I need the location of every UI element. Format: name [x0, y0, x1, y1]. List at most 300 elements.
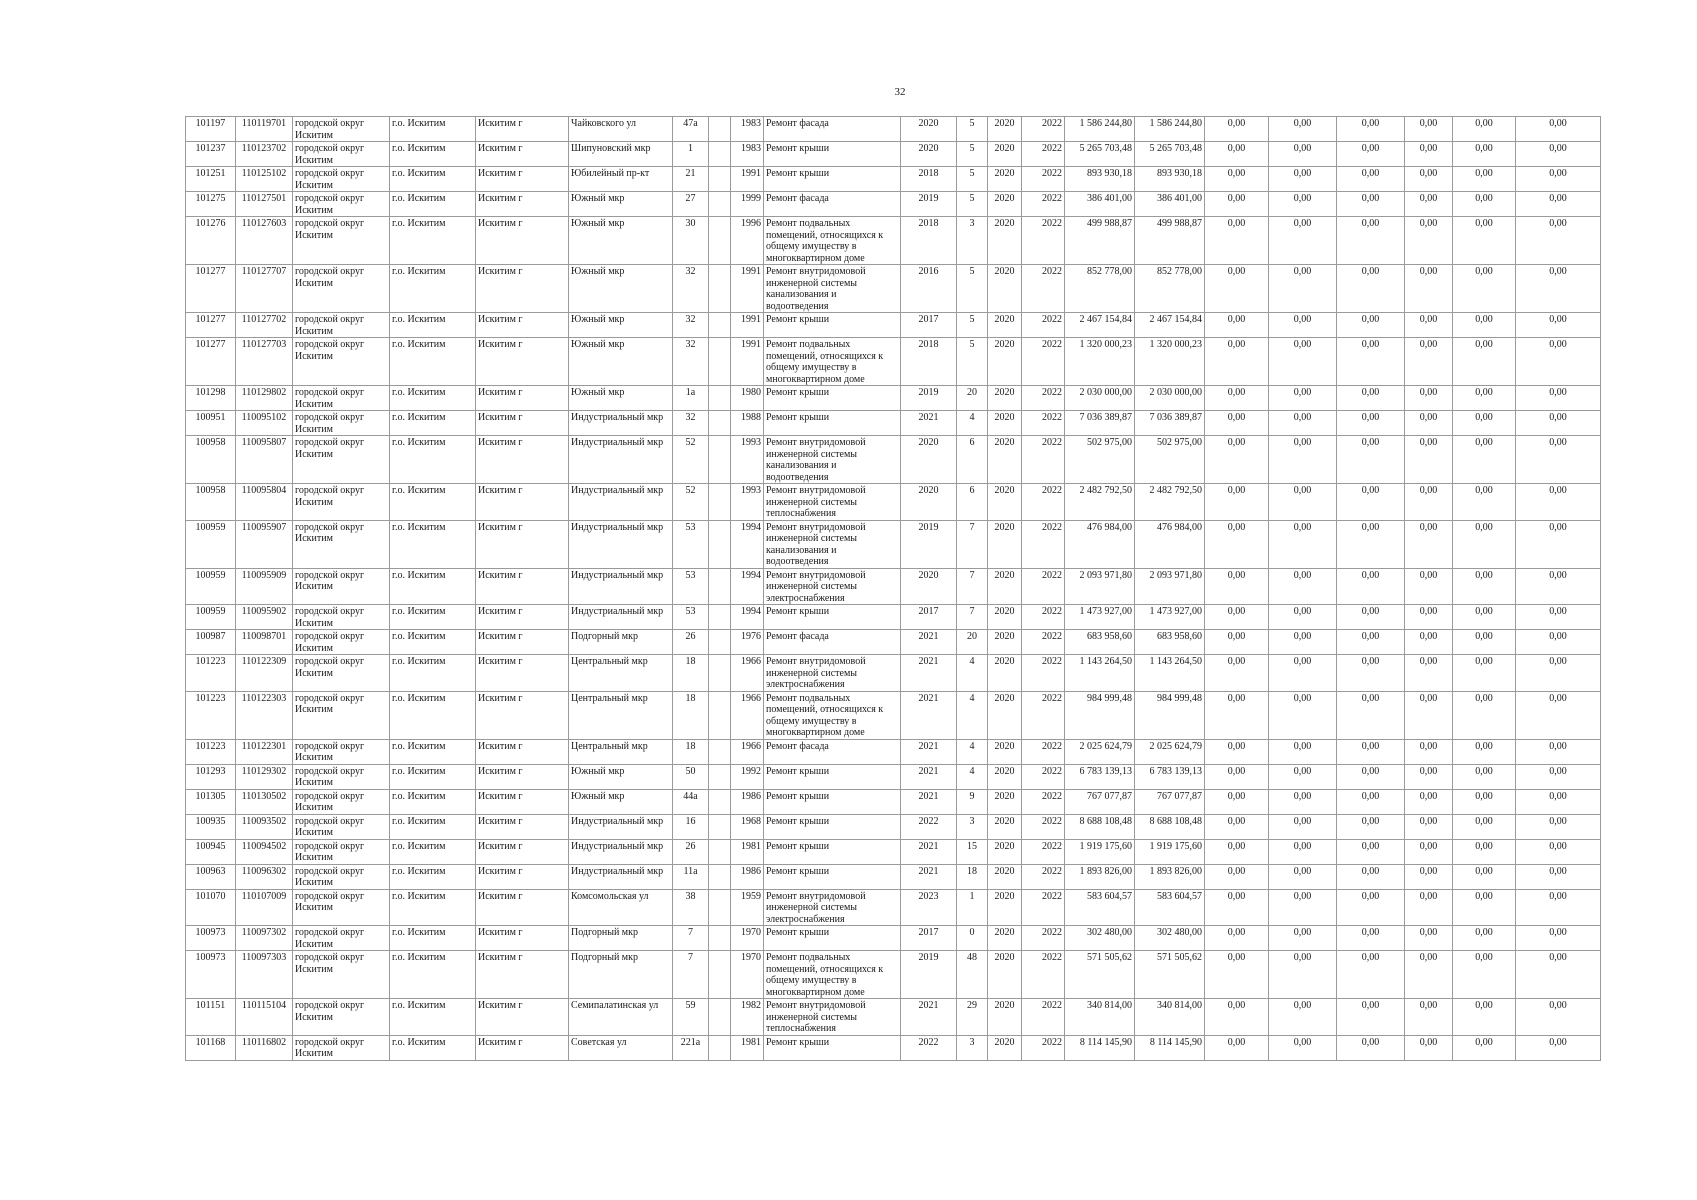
- work-type-cell: Ремонт крыши: [764, 142, 901, 167]
- fund-cost-cell: 7 036 389,87: [1135, 411, 1205, 436]
- building-letter-cell: [709, 889, 731, 926]
- settlement-cell: Искитим г: [476, 1035, 569, 1060]
- cost-col-1-cell: 0,00: [1205, 630, 1269, 655]
- table-row: [186, 338, 1601, 386]
- house-number-cell: 53: [673, 605, 709, 630]
- cost-col-6-cell: 0,00: [1516, 889, 1601, 926]
- street-cell: Южный мкр: [569, 313, 673, 338]
- cost-col-3-cell: 0,00: [1337, 1035, 1405, 1060]
- house-number-cell: 221а: [673, 1035, 709, 1060]
- street-cell: Шипуновский мкр: [569, 142, 673, 167]
- build-year-cell: 1994: [731, 520, 764, 568]
- total-cost-cell: 984 999,48: [1065, 691, 1135, 739]
- work-type-cell: Ремонт крыши: [764, 411, 901, 436]
- street-cell: Юбилейный пр-кт: [569, 167, 673, 192]
- plan-end-year-cell: 2022: [1022, 691, 1065, 739]
- plan-start-year-cell: 2020: [988, 338, 1022, 386]
- cost-col-3-cell: 0,00: [1337, 568, 1405, 605]
- fund-cost-cell: 2 093 971,80: [1135, 568, 1205, 605]
- district-cell: г.о. Искитим: [390, 313, 476, 338]
- street-cell: Южный мкр: [569, 789, 673, 814]
- cost-col-2-cell: 0,00: [1269, 142, 1337, 167]
- municipality-cell: городской округ Искитим: [293, 764, 390, 789]
- house-number-cell: 11а: [673, 864, 709, 889]
- floors-cell: 6: [957, 484, 988, 521]
- settlement-cell: Искитим г: [476, 864, 569, 889]
- table-row: [186, 192, 1601, 217]
- record-id-cell: 100945: [186, 839, 236, 864]
- total-cost-cell: 476 984,00: [1065, 520, 1135, 568]
- floors-cell: 4: [957, 739, 988, 764]
- building-letter-cell: [709, 789, 731, 814]
- plan-start-year-cell: 2020: [988, 739, 1022, 764]
- cost-col-1-cell: 0,00: [1205, 192, 1269, 217]
- fund-cost-cell: 2 482 792,50: [1135, 484, 1205, 521]
- house-number-cell: 1а: [673, 386, 709, 411]
- cost-col-4-cell: 0,00: [1405, 167, 1453, 192]
- floors-cell: 9: [957, 789, 988, 814]
- plan-start-year-cell: 2020: [988, 691, 1022, 739]
- cost-col-2-cell: 0,00: [1269, 605, 1337, 630]
- floors-cell: 5: [957, 167, 988, 192]
- municipality-cell: городской округ Искитим: [293, 313, 390, 338]
- street-cell: Индустриальный мкр: [569, 436, 673, 484]
- settlement-cell: Искитим г: [476, 411, 569, 436]
- total-cost-cell: 1 893 826,00: [1065, 864, 1135, 889]
- object-code-cell: 110127707: [236, 265, 293, 313]
- work-type-cell: Ремонт крыши: [764, 864, 901, 889]
- record-id-cell: 100951: [186, 411, 236, 436]
- district-cell: г.о. Искитим: [390, 484, 476, 521]
- cost-col-4-cell: 0,00: [1405, 691, 1453, 739]
- cost-col-2-cell: 0,00: [1269, 338, 1337, 386]
- cost-col-6-cell: 0,00: [1516, 814, 1601, 839]
- district-cell: г.о. Искитим: [390, 192, 476, 217]
- floors-cell: 5: [957, 265, 988, 313]
- plan-end-year-cell: 2022: [1022, 839, 1065, 864]
- plan-start-year-cell: 2020: [988, 630, 1022, 655]
- plan-start-year-cell: 2020: [988, 1035, 1022, 1060]
- object-code-cell: 110119701: [236, 117, 293, 142]
- build-year-cell: 1976: [731, 630, 764, 655]
- district-cell: г.о. Искитим: [390, 789, 476, 814]
- build-year-cell: 1993: [731, 484, 764, 521]
- municipality-cell: городской округ Искитим: [293, 192, 390, 217]
- cost-col-5-cell: 0,00: [1453, 142, 1516, 167]
- cost-col-5-cell: 0,00: [1453, 568, 1516, 605]
- plan-start-year-cell: 2020: [988, 484, 1022, 521]
- cost-col-4-cell: 0,00: [1405, 655, 1453, 692]
- district-cell: г.о. Искитим: [390, 839, 476, 864]
- floors-cell: 5: [957, 192, 988, 217]
- building-letter-cell: [709, 568, 731, 605]
- total-cost-cell: 6 783 139,13: [1065, 764, 1135, 789]
- cost-col-6-cell: 0,00: [1516, 864, 1601, 889]
- house-number-cell: 38: [673, 889, 709, 926]
- cost-col-1-cell: 0,00: [1205, 313, 1269, 338]
- cost-col-6-cell: 0,00: [1516, 839, 1601, 864]
- municipality-cell: городской округ Искитим: [293, 630, 390, 655]
- cost-col-1-cell: 0,00: [1205, 142, 1269, 167]
- survey-year-cell: 2021: [901, 764, 957, 789]
- plan-end-year-cell: 2022: [1022, 117, 1065, 142]
- record-id-cell: 101277: [186, 338, 236, 386]
- work-type-cell: Ремонт внутридомовой инженерной системы электроснабжения: [764, 568, 901, 605]
- fund-cost-cell: 1 143 264,50: [1135, 655, 1205, 692]
- fund-cost-cell: 2 030 000,00: [1135, 386, 1205, 411]
- record-id-cell: 100935: [186, 814, 236, 839]
- total-cost-cell: 1 919 175,60: [1065, 839, 1135, 864]
- street-cell: Индустриальный мкр: [569, 568, 673, 605]
- street-cell: Подгорный мкр: [569, 630, 673, 655]
- building-letter-cell: [709, 839, 731, 864]
- work-type-cell: Ремонт фасада: [764, 192, 901, 217]
- district-cell: г.о. Искитим: [390, 411, 476, 436]
- cost-col-3-cell: 0,00: [1337, 167, 1405, 192]
- work-type-cell: Ремонт крыши: [764, 814, 901, 839]
- build-year-cell: 1986: [731, 789, 764, 814]
- survey-year-cell: 2020: [901, 484, 957, 521]
- survey-year-cell: 2020: [901, 436, 957, 484]
- fund-cost-cell: 683 958,60: [1135, 630, 1205, 655]
- plan-start-year-cell: 2020: [988, 655, 1022, 692]
- cost-col-2-cell: 0,00: [1269, 411, 1337, 436]
- cost-col-2-cell: 0,00: [1269, 814, 1337, 839]
- build-year-cell: 1991: [731, 167, 764, 192]
- district-cell: г.о. Искитим: [390, 117, 476, 142]
- cost-col-4-cell: 0,00: [1405, 739, 1453, 764]
- cost-col-1-cell: 0,00: [1205, 1035, 1269, 1060]
- build-year-cell: 1966: [731, 739, 764, 764]
- building-letter-cell: [709, 484, 731, 521]
- build-year-cell: 1986: [731, 864, 764, 889]
- cost-col-3-cell: 0,00: [1337, 864, 1405, 889]
- house-number-cell: 47а: [673, 117, 709, 142]
- work-type-cell: Ремонт фасада: [764, 739, 901, 764]
- table-row: [186, 814, 1601, 839]
- cost-col-6-cell: 0,00: [1516, 313, 1601, 338]
- table-row: [186, 1035, 1601, 1060]
- street-cell: Индустриальный мкр: [569, 520, 673, 568]
- work-type-cell: Ремонт крыши: [764, 167, 901, 192]
- house-number-cell: 59: [673, 999, 709, 1036]
- floors-cell: 4: [957, 764, 988, 789]
- building-letter-cell: [709, 999, 731, 1036]
- work-type-cell: Ремонт крыши: [764, 764, 901, 789]
- cost-col-5-cell: 0,00: [1453, 265, 1516, 313]
- street-cell: Индустриальный мкр: [569, 605, 673, 630]
- survey-year-cell: 2020: [901, 117, 957, 142]
- cost-col-6-cell: 0,00: [1516, 217, 1601, 265]
- cost-col-1-cell: 0,00: [1205, 605, 1269, 630]
- street-cell: Южный мкр: [569, 217, 673, 265]
- plan-end-year-cell: 2022: [1022, 1035, 1065, 1060]
- total-cost-cell: 502 975,00: [1065, 436, 1135, 484]
- settlement-cell: Искитим г: [476, 605, 569, 630]
- cost-col-5-cell: 0,00: [1453, 411, 1516, 436]
- fund-cost-cell: 499 988,87: [1135, 217, 1205, 265]
- cost-col-3-cell: 0,00: [1337, 484, 1405, 521]
- table-row: [186, 520, 1601, 568]
- plan-end-year-cell: 2022: [1022, 568, 1065, 605]
- table-row: [186, 839, 1601, 864]
- fund-cost-cell: 502 975,00: [1135, 436, 1205, 484]
- build-year-cell: 1992: [731, 764, 764, 789]
- total-cost-cell: 2 030 000,00: [1065, 386, 1135, 411]
- record-id-cell: 100973: [186, 926, 236, 951]
- cost-col-4-cell: 0,00: [1405, 999, 1453, 1036]
- survey-year-cell: 2021: [901, 630, 957, 655]
- street-cell: Подгорный мкр: [569, 951, 673, 999]
- table-row: [186, 436, 1601, 484]
- plan-start-year-cell: 2020: [988, 764, 1022, 789]
- cost-col-6-cell: 0,00: [1516, 605, 1601, 630]
- work-type-cell: Ремонт крыши: [764, 789, 901, 814]
- cost-col-4-cell: 0,00: [1405, 764, 1453, 789]
- house-number-cell: 26: [673, 839, 709, 864]
- district-cell: г.о. Искитим: [390, 265, 476, 313]
- municipality-cell: городской округ Искитим: [293, 484, 390, 521]
- survey-year-cell: 2018: [901, 167, 957, 192]
- street-cell: Индустриальный мкр: [569, 411, 673, 436]
- house-number-cell: 53: [673, 520, 709, 568]
- record-id-cell: 101151: [186, 999, 236, 1036]
- building-letter-cell: [709, 926, 731, 951]
- plan-end-year-cell: 2022: [1022, 265, 1065, 313]
- street-cell: Индустриальный мкр: [569, 484, 673, 521]
- district-cell: г.о. Искитим: [390, 926, 476, 951]
- build-year-cell: 1993: [731, 436, 764, 484]
- table-row: [186, 764, 1601, 789]
- table-row: [186, 386, 1601, 411]
- district-cell: г.о. Искитим: [390, 864, 476, 889]
- cost-col-1-cell: 0,00: [1205, 568, 1269, 605]
- district-cell: г.о. Искитим: [390, 142, 476, 167]
- survey-year-cell: 2021: [901, 789, 957, 814]
- district-cell: г.о. Искитим: [390, 889, 476, 926]
- object-code-cell: 110107009: [236, 889, 293, 926]
- cost-col-3-cell: 0,00: [1337, 386, 1405, 411]
- plan-start-year-cell: 2020: [988, 142, 1022, 167]
- settlement-cell: Искитим г: [476, 814, 569, 839]
- plan-end-year-cell: 2022: [1022, 484, 1065, 521]
- cost-col-1-cell: 0,00: [1205, 338, 1269, 386]
- record-id-cell: 101223: [186, 691, 236, 739]
- district-cell: г.о. Искитим: [390, 655, 476, 692]
- cost-col-1-cell: 0,00: [1205, 217, 1269, 265]
- plan-end-year-cell: 2022: [1022, 999, 1065, 1036]
- object-code-cell: 110127702: [236, 313, 293, 338]
- cost-col-1-cell: 0,00: [1205, 117, 1269, 142]
- plan-end-year-cell: 2022: [1022, 889, 1065, 926]
- record-id-cell: 101276: [186, 217, 236, 265]
- cost-col-2-cell: 0,00: [1269, 265, 1337, 313]
- cost-col-2-cell: 0,00: [1269, 386, 1337, 411]
- object-code-cell: 110095909: [236, 568, 293, 605]
- cost-col-2-cell: 0,00: [1269, 313, 1337, 338]
- fund-cost-cell: 302 480,00: [1135, 926, 1205, 951]
- municipality-cell: городской округ Искитим: [293, 839, 390, 864]
- fund-cost-cell: 386 401,00: [1135, 192, 1205, 217]
- cost-col-6-cell: 0,00: [1516, 117, 1601, 142]
- total-cost-cell: 386 401,00: [1065, 192, 1135, 217]
- street-cell: Комсомольская ул: [569, 889, 673, 926]
- plan-end-year-cell: 2022: [1022, 142, 1065, 167]
- cost-col-4-cell: 0,00: [1405, 1035, 1453, 1060]
- cost-col-2-cell: 0,00: [1269, 568, 1337, 605]
- work-type-cell: Ремонт внутридомовой инженерной системы электроснабжения: [764, 655, 901, 692]
- cost-col-1-cell: 0,00: [1205, 864, 1269, 889]
- fund-cost-cell: 340 814,00: [1135, 999, 1205, 1036]
- total-cost-cell: 767 077,87: [1065, 789, 1135, 814]
- survey-year-cell: 2019: [901, 192, 957, 217]
- street-cell: Индустриальный мкр: [569, 814, 673, 839]
- municipality-cell: городской округ Искитим: [293, 568, 390, 605]
- plan-start-year-cell: 2020: [988, 999, 1022, 1036]
- floors-cell: 4: [957, 691, 988, 739]
- house-number-cell: 53: [673, 568, 709, 605]
- work-type-cell: Ремонт внутридомовой инженерной системы канализования и водоотведения: [764, 520, 901, 568]
- total-cost-cell: 340 814,00: [1065, 999, 1135, 1036]
- object-code-cell: 110127603: [236, 217, 293, 265]
- building-letter-cell: [709, 864, 731, 889]
- floors-cell: 20: [957, 386, 988, 411]
- cost-col-1-cell: 0,00: [1205, 436, 1269, 484]
- district-cell: г.о. Искитим: [390, 951, 476, 999]
- object-code-cell: 110095902: [236, 605, 293, 630]
- registry-table: [185, 116, 1601, 1061]
- survey-year-cell: 2022: [901, 1035, 957, 1060]
- street-cell: Южный мкр: [569, 386, 673, 411]
- fund-cost-cell: 1 893 826,00: [1135, 864, 1205, 889]
- table-row: [186, 484, 1601, 521]
- cost-col-2-cell: 0,00: [1269, 217, 1337, 265]
- settlement-cell: Искитим г: [476, 192, 569, 217]
- fund-cost-cell: 893 930,18: [1135, 167, 1205, 192]
- district-cell: г.о. Искитим: [390, 167, 476, 192]
- plan-end-year-cell: 2022: [1022, 386, 1065, 411]
- district-cell: г.о. Искитим: [390, 1035, 476, 1060]
- cost-col-5-cell: 0,00: [1453, 1035, 1516, 1060]
- cost-col-3-cell: 0,00: [1337, 951, 1405, 999]
- house-number-cell: 30: [673, 217, 709, 265]
- object-code-cell: 110130502: [236, 789, 293, 814]
- page-number: 32: [894, 86, 906, 98]
- floors-cell: 5: [957, 117, 988, 142]
- work-type-cell: Ремонт подвальных помещений, относящихся к общему имуществу в многоквартирном доме: [764, 951, 901, 999]
- house-number-cell: 32: [673, 411, 709, 436]
- cost-col-6-cell: 0,00: [1516, 739, 1601, 764]
- survey-year-cell: 2021: [901, 839, 957, 864]
- cost-col-5-cell: 0,00: [1453, 764, 1516, 789]
- work-type-cell: Ремонт фасада: [764, 630, 901, 655]
- build-year-cell: 1982: [731, 999, 764, 1036]
- cost-col-6-cell: 0,00: [1516, 999, 1601, 1036]
- building-letter-cell: [709, 142, 731, 167]
- plan-start-year-cell: 2020: [988, 951, 1022, 999]
- plan-end-year-cell: 2022: [1022, 520, 1065, 568]
- cost-col-5-cell: 0,00: [1453, 814, 1516, 839]
- municipality-cell: городской округ Искитим: [293, 217, 390, 265]
- survey-year-cell: 2021: [901, 691, 957, 739]
- settlement-cell: Искитим г: [476, 568, 569, 605]
- house-number-cell: 18: [673, 739, 709, 764]
- cost-col-4-cell: 0,00: [1405, 951, 1453, 999]
- fund-cost-cell: 571 505,62: [1135, 951, 1205, 999]
- record-id-cell: 100963: [186, 864, 236, 889]
- settlement-cell: Искитим г: [476, 386, 569, 411]
- object-code-cell: 110127703: [236, 338, 293, 386]
- cost-col-6-cell: 0,00: [1516, 1035, 1601, 1060]
- street-cell: Центральный мкр: [569, 655, 673, 692]
- municipality-cell: городской округ Искитим: [293, 864, 390, 889]
- table-row: [186, 999, 1601, 1036]
- house-number-cell: 16: [673, 814, 709, 839]
- object-code-cell: 110122301: [236, 739, 293, 764]
- street-cell: Центральный мкр: [569, 739, 673, 764]
- survey-year-cell: 2021: [901, 655, 957, 692]
- floors-cell: 3: [957, 814, 988, 839]
- district-cell: г.о. Искитим: [390, 605, 476, 630]
- object-code-cell: 110097303: [236, 951, 293, 999]
- floors-cell: 5: [957, 313, 988, 338]
- cost-col-5-cell: 0,00: [1453, 436, 1516, 484]
- cost-col-4-cell: 0,00: [1405, 814, 1453, 839]
- cost-col-5-cell: 0,00: [1453, 739, 1516, 764]
- record-id-cell: 101298: [186, 386, 236, 411]
- floors-cell: 1: [957, 889, 988, 926]
- plan-end-year-cell: 2022: [1022, 411, 1065, 436]
- street-cell: Южный мкр: [569, 338, 673, 386]
- cost-col-6-cell: 0,00: [1516, 338, 1601, 386]
- cost-col-6-cell: 0,00: [1516, 142, 1601, 167]
- district-cell: г.о. Искитим: [390, 814, 476, 839]
- cost-col-1-cell: 0,00: [1205, 520, 1269, 568]
- floors-cell: 48: [957, 951, 988, 999]
- record-id-cell: 101277: [186, 265, 236, 313]
- table-row: [186, 568, 1601, 605]
- survey-year-cell: 2017: [901, 926, 957, 951]
- survey-year-cell: 2020: [901, 568, 957, 605]
- plan-start-year-cell: 2020: [988, 192, 1022, 217]
- total-cost-cell: 7 036 389,87: [1065, 411, 1135, 436]
- district-cell: г.о. Искитим: [390, 436, 476, 484]
- cost-col-4-cell: 0,00: [1405, 411, 1453, 436]
- house-number-cell: 18: [673, 655, 709, 692]
- record-id-cell: 100959: [186, 520, 236, 568]
- object-code-cell: 110115104: [236, 999, 293, 1036]
- total-cost-cell: 1 473 927,00: [1065, 605, 1135, 630]
- plan-start-year-cell: 2020: [988, 889, 1022, 926]
- cost-col-4-cell: 0,00: [1405, 864, 1453, 889]
- plan-start-year-cell: 2020: [988, 520, 1022, 568]
- record-id-cell: 100959: [186, 568, 236, 605]
- municipality-cell: городской округ Искитим: [293, 889, 390, 926]
- district-cell: г.о. Искитим: [390, 691, 476, 739]
- floors-cell: 6: [957, 436, 988, 484]
- settlement-cell: Искитим г: [476, 739, 569, 764]
- district-cell: г.о. Искитим: [390, 568, 476, 605]
- street-cell: Подгорный мкр: [569, 926, 673, 951]
- total-cost-cell: 5 265 703,48: [1065, 142, 1135, 167]
- work-type-cell: Ремонт крыши: [764, 839, 901, 864]
- municipality-cell: городской округ Искитим: [293, 436, 390, 484]
- cost-col-4-cell: 0,00: [1405, 520, 1453, 568]
- cost-col-4-cell: 0,00: [1405, 142, 1453, 167]
- district-cell: г.о. Искитим: [390, 764, 476, 789]
- build-year-cell: 1996: [731, 217, 764, 265]
- build-year-cell: 1959: [731, 889, 764, 926]
